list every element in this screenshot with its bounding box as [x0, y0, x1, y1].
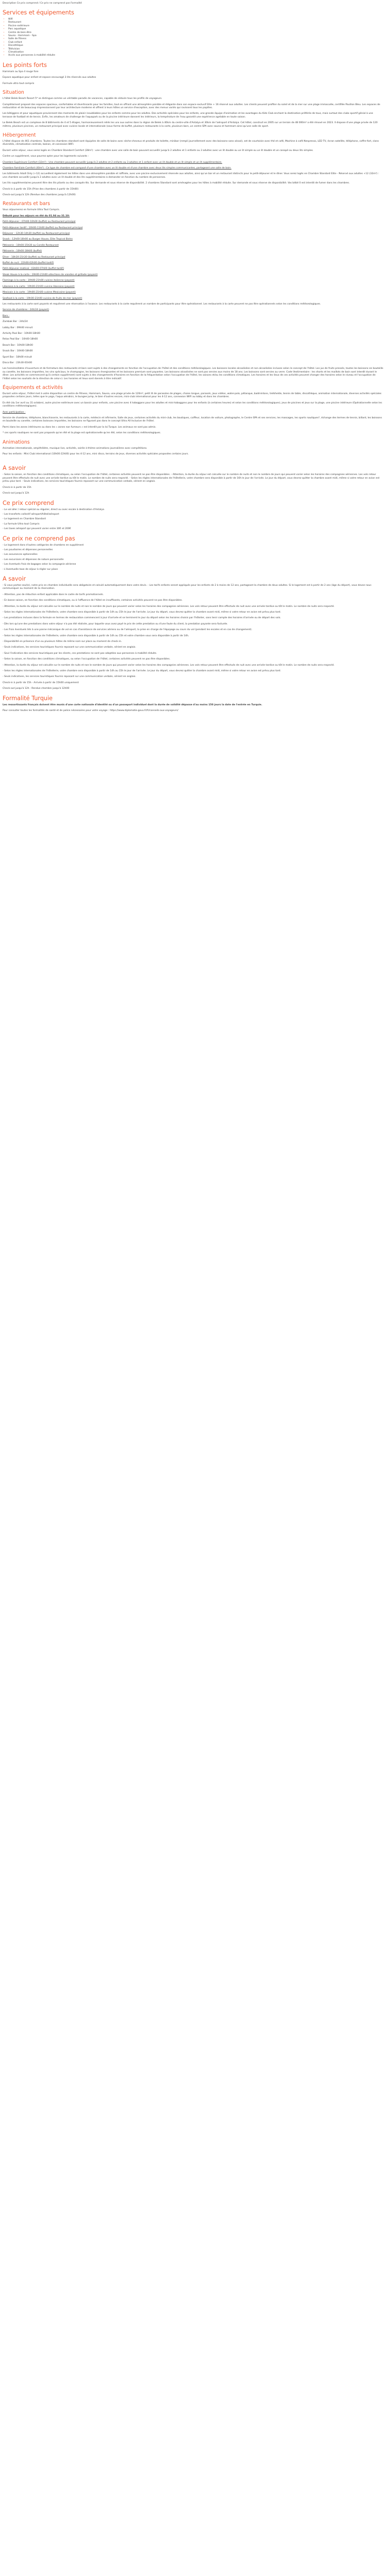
meal-line: Flamingo à la carte : 19h00-21h00 cuisine italienne (payant) [3, 279, 75, 282]
hebergement-text: L'hôtel dispose de 461 chambres. Toutes les chambres standard sont équipées de salle de bains avec sèche-cheveux et produits de toilette, minibar (rempli journellement avec des boissons sans alcool), set de courtoisie avec thé et café, Machine à café Nespresso, LED TV, écran satellite, téléphone, coffre-fort, clans diversités, climatisation centrale, balcon, et connexion WIFI. [3, 140, 379, 146]
prix-ne-comprend-item: - Les éventuels frais de bagages selon la compagnie aérienne [3, 563, 76, 566]
service-item: • Parc aquatique [8, 28, 383, 31]
service-item: • Sauna - Hammam - Spa [8, 35, 383, 38]
situation-text: Les bâtiggens et pour aquatiques proviennent des moments de plaisir inoubliables pour les enfants comme pour les adultes. Des activités spéciales pour les enfants, une grande équipe d'animation et les avantages du Kids Club enchant la destination préférée de tous, mais surtout des clubs sportif génial à une terrasse de football et de tennis. Enfin, les amateurs de challenge de l'aquapark ou de la piscine intérieure dansent les intérieurs, la température de l'eau garantit une expérience agréable en toute saison. [3, 112, 373, 118]
prix-comprend-item: - Le vol aller / retour spécial ou régulier, direct ou avec escale à destination d'Antalya [3, 508, 104, 511]
meal-line: Petit-déjeuner : 07h00-10h00 (buffet) au Restaurant principal [3, 221, 76, 224]
restaurants-season-note: Débuté pour les séjours en été du 01.04 au 31.10: [3, 214, 70, 217]
a-savoir-2-text: - Dès lors qu'une des prestations dans votre séjour n'a pas été réalisée, pour laquelle vous avez payé le prix de cette prestation ou d'une faute du client, la prestation payante sera facturée. [3, 622, 228, 625]
meal-line: Pâtisserie : 10h00-18h00 (buffet) [3, 250, 42, 253]
prix-ne-comprend-item: - Les assurances optionnelles [3, 553, 38, 556]
points-forts-heading: Les points forts [3, 61, 47, 69]
animations-heading: Animations [3, 439, 30, 445]
a-savoir-2-text: - Selon la saison, en fonction des conditions climatiques, ou selon l'occupation de l'hôtel, certaines activités peuvent ne pas être disponibles. [3, 658, 171, 661]
hebergement-room-option: Chambre Familiale Comfort (40m²) : Ce type de chambre est composé d'une chambre avec un lit double et d'une chambre avec deux lits simples communicantes, partageant une salle de bain. [3, 166, 232, 170]
a-savoir-2-text: - Seuls indicatives, les services touristiques fournis reposant sur une communication verbale, sérient en anglais. [3, 675, 136, 679]
a-savoir-2-heading: A savoir [3, 575, 26, 582]
points-forts-text: Formule ultra tout compris [3, 82, 35, 85]
bar-line: Snack Bar : 10h00-18h00 [3, 350, 33, 353]
a-savoir-2-text: - Les prestations incluses dans la formule en termes de restauration commencent à jour d'arrivée et se terminent le jour du départ selon les horaires choisis par l'hôtelier, sans tenir compte des horaires d'arrivée ou de départ des vols. [3, 617, 281, 620]
situation-heading: Situation [3, 90, 24, 96]
a-savoir-2-text: - Attention, pas de réduction enfant applicable dans le cadre de tarifs promotionnels. [3, 593, 104, 596]
prix-comprend-item: - Les taxes aéroport qui peuvent varier entre 30€ et 200€ [3, 528, 71, 531]
bar-line: Lobby Bar : 09h00 minuit [3, 326, 33, 329]
bar-line: Disco Bar : 23h30-01h00 [3, 361, 32, 364]
a-savoir-2-text: - En basse saison, en fonction des conditions climatiques, ou à l'affluence de l'hôtel en insuffisants, certaines activités peuvent ne pas être disponibles. [3, 599, 183, 602]
prix-ne-comprend-heading: Ce prix ne comprend pas [3, 535, 75, 542]
service-item: • Télévision [8, 48, 383, 51]
situation-section [3, 90, 383, 128]
prix-ne-comprend-item: - Le logement dans d'autres catégories de chambres en supplément [3, 544, 84, 547]
hebergement-text: Contre un supplément, vous pourrez opter pour les logements suivants : [3, 155, 89, 158]
services-list [3, 18, 383, 58]
hebergement-text: Les lits supplémentaires peuvent être des lits pliants ou des canapés-lits. Sur demande et sous réserve de disponibilité. 2 chambres Standard sont aménagées pour les hôtes à mobilité réduite. Sur demande et sous réserve de disponibilité. Vos bébé 0 est interdit de fumer dans les chambres. [3, 182, 350, 185]
meal-line: Snack : 12h00-16h00 au Burger House, Elite Tropical Bistro [3, 238, 73, 241]
a-savoir-2-checkin: Check-in à partir de 15h - Arrivée à partir de 15h00 uniquement [3, 681, 79, 684]
prix-ne-comprend-section [3, 535, 383, 571]
points-forts-text: Hammam au Spa 4 rouge fore [3, 70, 39, 73]
meal-line: Dîner : 18h30-21h30 (buffet) au Restaurant principal [3, 256, 66, 259]
meal-line: Déjeuner : 12h30-14h30 (buffet) au Restaurant principal [3, 232, 70, 235]
meal-line: Buffet de nuit : 22h00-02h00 (buffet tardif) [3, 262, 54, 265]
meal-line: Mexicain à la carte : 19h00-21h00 cuisine Mexicaine (payant) [3, 291, 76, 294]
equipements-heading: Équipements et activités [3, 385, 63, 391]
prix-comprend-item: - La formule Ultra tout Compris [3, 522, 40, 526]
a-savoir-2-text: - Attention, la durée du séjour est calculée sur le nombre de nuits et non le nombre de jours qui peuvent varier selon les horaires des compagnies aériennes. Les vols retour peuvent être effectués de nuit avec une arrivée tardive ou tôt le matin. Le nombre de nuits sera respecté. [3, 605, 335, 608]
service-item: • Piscine extérieure [8, 25, 383, 28]
meal-line: Libanese à la carte : 19h00-21h00 cuisine libanaise (payant) [3, 285, 75, 288]
a-savoir-2-text: - Attention, la durée du séjour est calculée sur le nombre de nuits et non le nombre de jours qui peuvent varier selon les horaires des compagnies aériennes. Les vols retour peuvent être effectués de nuit avec une arrivée tardive ou tôt le matin. Le nombre de nuits sera respecté. [3, 664, 335, 667]
equipements-text: Service de chambres, téléphone, blanchisserie, les restaurants à la carte, médecin et infirmerie, Salle de jeux, certaines activités du mini-club, les boutiques, coiffeur, location de voiture, photographe, le Centre SPA et ses services, les massages, les sports nautiques*, échange des termes de tennis, billard, les boissons en bouteille ou canette, certaines boissons importées, les boissons ne figurant pas dans le concept Ultra All Inclusive de l'hôtel. [3, 417, 382, 423]
equipements-section [3, 385, 383, 435]
equipements-text: Parmi dans les zones intérieures ou dans les « zones non fumeurs » est interdit par la loi Turque. Les animaux ne sont pas admis. [3, 426, 156, 429]
a-savoir-2-text: - Selon les règles internationales de l'hôtellerie, votre chambre sera disponible à partir de 14h au 15h le jour de l'arrivée. Le jour du départ, vous devrez quitter la chambre avant midi, même si votre retour en avion est prévu plus tard. [3, 611, 281, 614]
restaurants-heading: Restaurants et bars [3, 201, 51, 207]
a-savoir-section [3, 465, 383, 495]
hebergement-text: Durant votre séjour, vous serez logés en Chambre Standard Comfort (28m²) : une chambre avec une salle de bain pouvant accueillir jusqu'à 2 adultes et 1 enfants ou 3 adultes avec un lit double ou un lit simple ou un lit double et un canapé ou deux lits simples. [3, 149, 314, 152]
service-item: • Restaurant [8, 21, 383, 24]
service-item: • Wifi [8, 18, 383, 21]
a-savoir-heading: A savoir [3, 465, 26, 472]
service-item: • Discothèque [8, 44, 383, 47]
situation-text: L'hôtel Belek Beach Resort 5* se distingue comme un véritable paradis de vacances, capable de séduire tous les profils de voyageurs. [3, 97, 162, 100]
prix-comprend-item: - Les transferts collectif aéroport/hôtel/aéroport [3, 513, 59, 516]
animations-text: Animation internationale, ampithéâtre, musique live, activités, soirée à thème animations journalières avec compétitions. [3, 447, 148, 450]
meal-line: Petit-déjeuner matinal : 03h00-07h00 (buffet tardif) [3, 267, 64, 270]
bar-line: Sport Bar : 18h00 minuit [3, 355, 32, 359]
bar-line: Relax Pool Bar : 10h00-18h00 [3, 338, 38, 341]
equipements-text: En été (du 1er avril au 31 octobre), autre piscine extérieure avec un bassin pour enfants, une piscine avec 4 toboggans pour les adultes et mini-toboggans pour les enfants (à certaines heures) et selon les conditions météorologiques), jeux de piscines et jeux sur la plage, une piscine intérieure (Opérationnelle selon les conditions météorologiques). [3, 401, 382, 408]
restaurants-text: Les restaurants à la carte sont payants et requièrent une réservation à l'avance. Les restaurants à la carte requièrent un nombre de participants pour être opérationnel. Les restaurants à la carte peuvent ne pas être opérationnels selon les conditions météorologiques. [3, 302, 321, 306]
prix-comprend-section [3, 500, 383, 531]
services-heading: Services et équipements [3, 9, 74, 16]
situation-text: Complètement proposé des espaces spacieux, confortables et divertissants pour les familles, tout en offrant une atmosphère paisible et élégante dans son espace exclusif Elite + 16 réservé aux adultes. Les clients peuvent profiter du soleil et de la mer sur une plage immaculée, certifiée Pavillon Bleu. Les espaces de restauration et de beaucoup impressionnent par leur architecture moderne et offrent à leurs hôtes un service d'exception, avec des menus variés qui ravissent tous les papilles. [3, 103, 380, 109]
restaurants-text: Vous séjournerez en formule Ultra Tout Compris. [3, 209, 60, 212]
equipements-text: * ces sports nautiques ne sont pas proposés qu'en été et la plage est opérationnelle qu'en été, selon les conditions météorologiques. [3, 432, 161, 435]
a-savoir-2-checkout: Check-out jusqu'à 12h - Rendue chambre jusqu'à 12h00 [3, 687, 70, 690]
service-item: • Centre de bien-être [8, 31, 383, 35]
hebergement-room-option: Chambre Supérieure Comfort (32m²) : Une chambre pouvant accueillir jusqu'à 2 adultes et 2 enfants ou 3 adultes et 1 enfant avec un lit double et un lit simple et un lit supplémentaire. [3, 161, 222, 164]
meal-line: Petit-déjeuner tardif : 10h00-11h00 (buffet) au Restaurant principal [3, 226, 83, 229]
hebergement-text: Les bâtiments Adult Only (+12) accueillent également les hôtes dans une atmosphère paisible et raffinée, avec une piscine exclusivement réservée aux adultes, ainsi qu'un bar et un restaurant distincts pour le petit-déjeuner et le dîner. Vous serez logés en Chambre Standard Elite - Réservé aux adultes +12 (32m²) : une chambre accueillir jusqu'à 2 adultes avec un lit double et des lits supplémentaires à demander en fonction du nombre de personnes. [3, 173, 379, 179]
a-savoir-2-section [3, 575, 383, 691]
formalite-section [3, 695, 383, 713]
bar-line: Activity Pool Bar : 10h00-18h00 [3, 332, 40, 335]
a-savoir-2-text: - Seuls indicatives, les services touristiques fournis reposant sur une communication verbale, sérient en anglais. [3, 646, 136, 649]
room-service-line: Service de chambres : 24h/24 (payant) [3, 309, 49, 312]
a-savoir-2-text: - Seul l'indicative des services touristiques par les clients, ces prestations ne sont pas adaptées aux personnes à mobilité réduite. [3, 652, 157, 655]
hebergement-section [3, 132, 383, 197]
prix-ne-comprend-item: - Les pourboires et dépenses personnelles [3, 548, 53, 551]
prix-ne-comprend-item: - L'éventuelle taxe de séjour à régler sur place [3, 568, 58, 571]
hebergement-checkin: Check-in à partir de 15h (Prise des chambres à partir de 15h00) [3, 188, 79, 191]
formalite-text: Les ressortissants français doivent être munis d'une carte nationale d'identité ou d'un passeport individuel dont la durée de validité dépasse d'au moins 150 jours la date de l'entrée en Turquie. [3, 703, 263, 706]
a-savoir-checkin: Check-in à partir de 15h [3, 486, 31, 489]
restaurants-section [3, 201, 383, 381]
bars-label: Bars : [3, 314, 10, 317]
situation-text: Le Belek Beach est un complexe de 8 bâtiments de 4 et 5 étages, harmonieusement reliés les uns aux autres dans la région de Belek à 40km du centre-ville d'Antalya et 30km de l'aéroport d'Antalya. Cet hôtel, construit en 2005 sur un terrain de 48 000m² a été rénové en 2023. Il dispose d'une plage privée de 120 mètres, plusieurs piscines, un restaurant principal avec cuisine locale et internationale (sous forme de buffet, plusieurs restaurants à la carte, plusieurs bars, un centre SPA avec sauna et hammam ainsi qu'une salle de sport. [3, 122, 378, 128]
a-savoir-text: - Selon la saison, en fonction des conditions climatiques, ou selon l'occupation de l'hôtel, certaines activités peuvent ne pas être disponibles. - Attention, la durée du séjour est calculée sur le nombre de nuits et non le nombre de jours qui peuvent varier selon les horaires des compagnies aériennes. Les vols retour peuvent être effectués de nuit avec une arrivée tardive ou tôt le matin. Le nombre de nuits sera respecté. - Selon les règles internationales de l'hôtellerie, votre chambre sera disponible à partir de 16h le jour de l'arrivée. Le jour du départ, vous devrez quitter la chambre avant midi, même si votre retour en avion est prévu plus tard. - Seuls indicatives, les services touristiques fournis reposant sur une communication verbale, sérient en anglais. [3, 473, 380, 483]
equipements-text: Durant votre séjour, l'hôtel met à votre disposition un centre de Fitness, Hammam, Sauna, une plage privée de 120m², petit lit de parasoles de plages, chaise longue, parasols, jeux vidéos, water-polo, pétanque, badmintons, trelkhelde, tennis de table, discothèque, animation internationale, diverses activités spéciales proposées certains jours, telles que le yoga, l'aqua aérobics, le bungee jump, le bien d'autres encore, mini-club international pour les 4-12 ans, connexion WIFI au lobby et dans les chambres. [3, 393, 382, 399]
prix-comprend-item: - Le logement en Chambre Standard [3, 518, 46, 521]
animations-section [3, 439, 383, 456]
a-savoir-2-text: - Les frais éventuels liés à une panne mécanique de vol en cas d'assistance de services aériens ou de l'aéroport, la prise en charge de l'équipage au cours du vol (pendant les escales et en cas de changement). [3, 629, 252, 632]
formalite-heading: Formalité Turquie [3, 694, 53, 702]
points-forts-section [3, 62, 383, 86]
service-item: • Club enfant [8, 41, 383, 44]
meal-line: Seafood à la carte : 19h00-21h00 cuisine de fruits de mer (payant) [3, 297, 83, 300]
animations-text: Pour les enfants : Mini Club international (10h00-22h00) pour les 4-12 ans, mini disco, terrains de jeux, diverses activités spéciales proposées certains jours. [3, 453, 189, 456]
a-savoir-2-text: - Disponibilité en présence d'un ou plusieurs hôtes de même nom sur place au moment de check-in. [3, 640, 122, 643]
hebergement-heading: Hébergement [3, 132, 36, 138]
service-item: • Accès aux personnes à mobilité réduite [8, 54, 383, 57]
meal-line: Pâtisserie : 10h00-15h30 au Corelle Restaurant [3, 244, 59, 247]
a-savoir-2-text: - Selon les règles internationales de l'hôtellerie, votre chambre sera disponible à partir de 14h au 15h le jour de l'arrivée. Le jour du départ, vous devrez quitter la chambre avant midi, même si votre retour en avion est prévu plus tard. [3, 670, 281, 673]
bar-line: Zambak Bar : 24h/24 [3, 320, 28, 324]
points-forts-text: Espace aquatique pour enfant et espace encouragé 3 lits réservés aux adultes [3, 76, 96, 79]
services-section [3, 9, 383, 58]
meal-line: Steak House à la carte : 19h00-21h00 sélections de viandes et grillade (payant) [3, 273, 98, 276]
hebergement-checkout: Check-out jusqu'à 12h (Rendue des chambres jusqu'à 12h00) [3, 194, 76, 196]
a-savoir-checkout: Check-out jusqu'à 12h [3, 492, 29, 495]
formalite-link-text[interactable]: Pour consulter toutes les formalités de santé et de police nécessaires pour votre voyage : https://www.diplomatie.gouv.fr/fr/conseils-aux-voyageurs/ [3, 709, 178, 713]
a-savoir-2-text: - Si vous partez seul(e), notre prix en chambre individuelle sera obligatoire et calculé automatiquement dans votre devis. - Les tarifs enfants seront appliqués pour les enfants de 2 à moins de 12 ans, partageant la chambre de deux adultes. Si le logement est à partir de 2 ans (âge du départ), vous devez nous communiquer au moment de la réservation. [3, 584, 371, 590]
equipements-paid-label: Avec participation : [3, 411, 26, 414]
service-item: • Climatisation [8, 51, 383, 54]
product-description-page [0, 0, 386, 719]
prix-ne-comprend-item: - Les excursions et dépenses de nature personnelle [3, 558, 64, 561]
bar-line: Beach Bar : 10h00-18h00 [3, 344, 33, 347]
a-savoir-2-text: - Selon les règles internationales de l'hôtellerie, votre chambre sera disponible à partir de 14h au 15h et votre chambre vous sera disponible à partir de 14h. [3, 634, 189, 637]
service-item: • Salle de fitness [8, 38, 383, 41]
tab-links-note: Description Ce prix comprend / Ce prix ne comprend pas Formalité [3, 2, 82, 5]
prix-comprend-heading: Ce prix comprend [3, 499, 54, 506]
restaurants-text: Les horaires/dates d'ouverture et de fermeture des restaurants et bars sont sujets à des changements en fonction de l'occupation de l'hôtel et des conditions météorologiques. Les boissons locales alcoolisées et non alcoolisées incluses selon le concept de l'hôtel. Les jus de fruits pressés, toutes les boissons en bouteille ou canette, les boissons importées, les vins spéciaux, le champagne, les boissons énergisantes et les boissons premium sont payantes. Les boissons alcoolisées ne sont pas servies aux moins de 18 ans. Les boissons sont servies au verre. Code Vestimentaire : les shorts et les maillots de bain sont interdit durant le dîner. Les activités ne commencent qu'à certain supplément) sont sujets à des changements d'horaires en fonction de la fréquentation selon l'occupation de l'hôtel, les saisons et/ou les conditions climatiques. Les horaires et les lieux de ces activités peuvent changer des horaires selon le niveau et l'occupation de l'hôtel selon les souhaits de la direction de celui-ci. Les horaires et lieux sont donnés à titre indicatif. [3, 367, 383, 380]
